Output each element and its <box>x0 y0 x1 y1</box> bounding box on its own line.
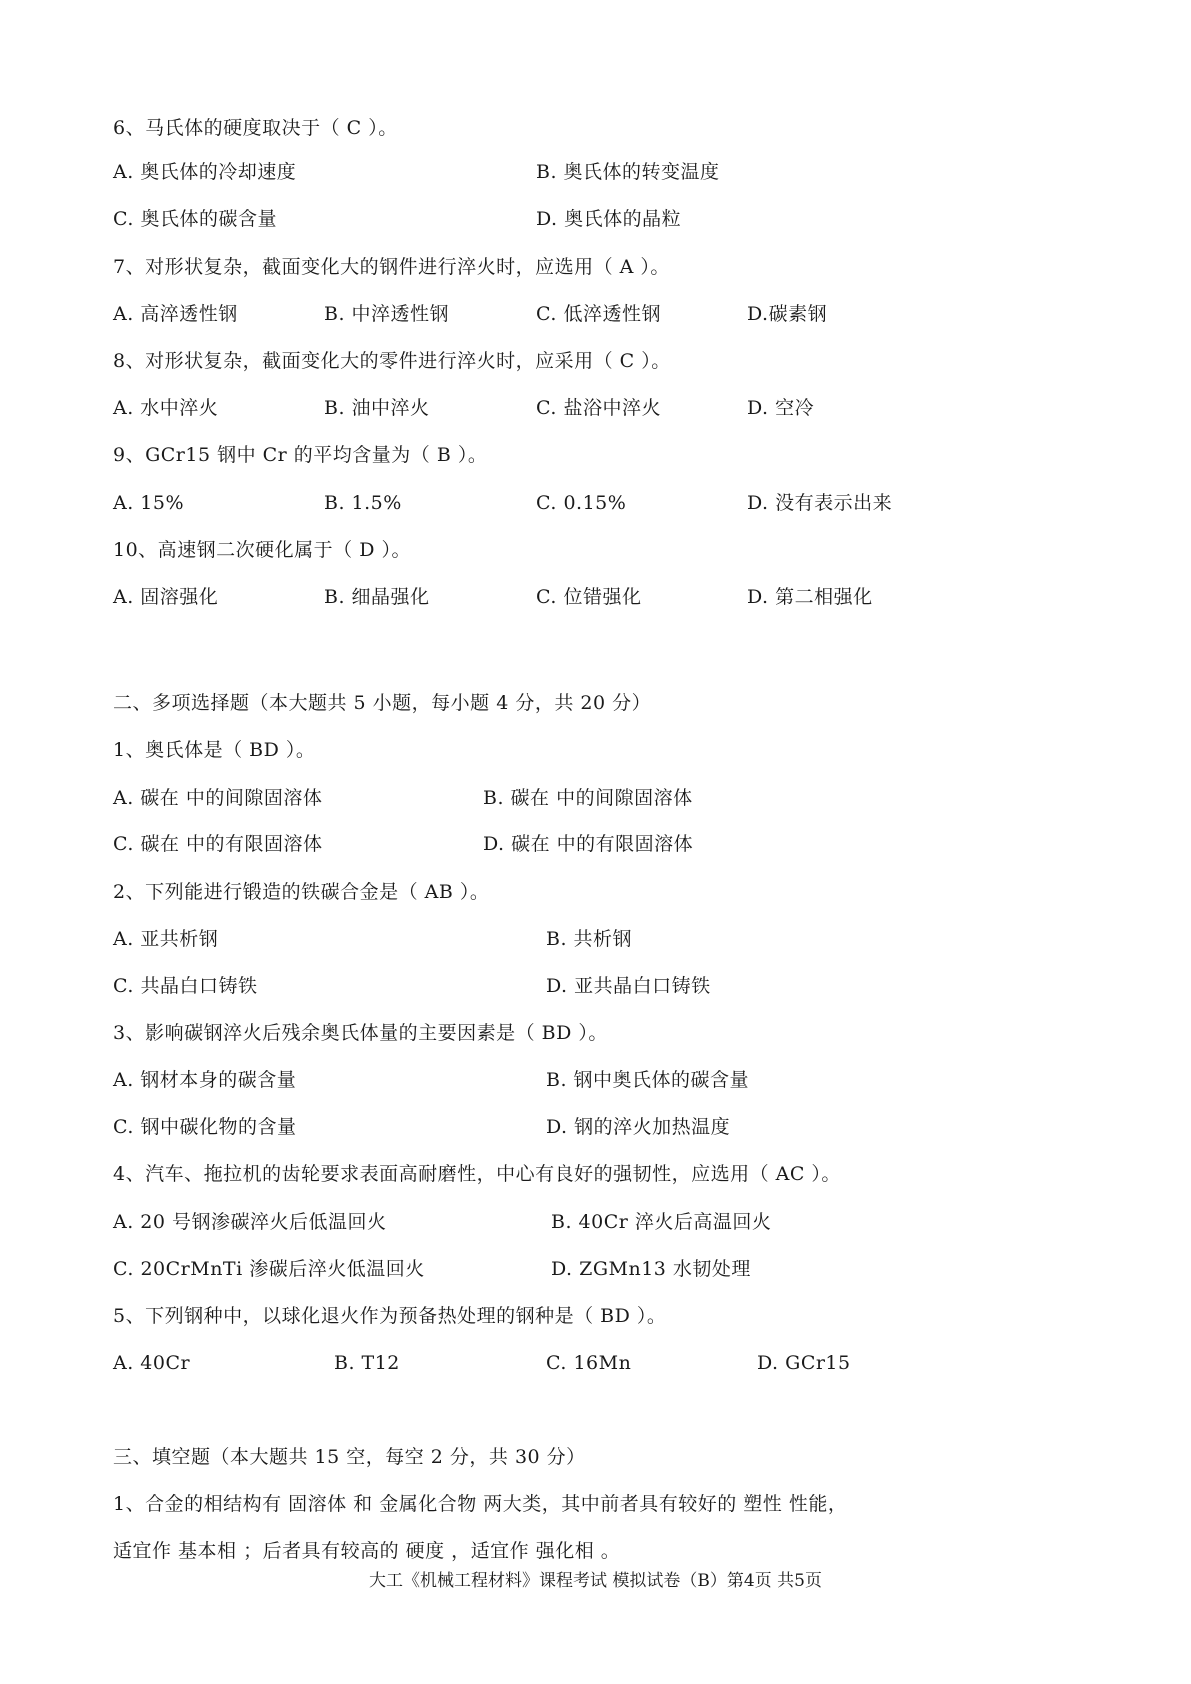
option-b: B. 40Cr 淬火后高温回火 <box>551 1211 772 1233</box>
multi-question-4-stem: 4、汽车、拖拉机的齿轮要求表面高耐磨性，中心有良好的强韧性，应选用（ AC ）。 <box>113 1163 841 1185</box>
option-a: A. 20 号钢渗碳淬火后低温回火 <box>113 1211 387 1233</box>
option-d: D. 没有表示出来 <box>747 492 893 514</box>
option-c: C. 16Mn <box>546 1352 632 1374</box>
option-a: A. 水中淬火 <box>113 397 219 419</box>
option-a: A. 钢材本身的碳含量 <box>113 1069 297 1091</box>
section-2-heading: 二、多项选择题（本大题共 5 小题，每小题 4 分，共 20 分） <box>113 692 652 714</box>
option-d: D. 碳在 中的有限固溶体 <box>483 833 694 855</box>
option-d: D. 奥氏体的晶粒 <box>536 208 682 230</box>
option-b: B. 奥氏体的转变温度 <box>536 161 720 183</box>
multi-question-5-stem: 5、下列钢种中，以球化退火作为预备热处理的钢种是（ BD ）。 <box>113 1305 667 1327</box>
page-footer: 大工《机械工程材料》课程考试 模拟试卷（B）第4页 共5页 <box>369 1571 822 1591</box>
option-a: A. 固溶强化 <box>113 586 219 608</box>
option-b: B. 细晶强化 <box>324 586 430 608</box>
option-c: C. 共晶白口铸铁 <box>113 975 258 997</box>
option-a: A. 高淬透性钢 <box>113 303 238 325</box>
option-a: A. 奥氏体的冷却速度 <box>113 161 297 183</box>
option-c: C. 盐浴中淬火 <box>536 397 661 419</box>
option-d: D. GCr15 <box>757 1352 851 1374</box>
option-b: B. 中淬透性钢 <box>324 303 450 325</box>
option-b: B. 碳在 中的间隙固溶体 <box>483 787 693 809</box>
question-7-stem: 7、对形状复杂，截面变化大的钢件进行淬火时，应选用（ A ）。 <box>113 256 670 278</box>
option-b: B. 共析钢 <box>546 928 633 950</box>
question-6-stem: 6、马氏体的硬度取决于（ C ）。 <box>113 117 398 139</box>
question-9-stem: 9、GCr15 钢中 Cr 的平均含量为（ B ）。 <box>113 444 488 466</box>
option-d: D. 钢的淬火加热温度 <box>546 1116 731 1138</box>
option-d: D. 亚共晶白口铸铁 <box>546 975 711 997</box>
option-d: D. ZGMn13 水韧处理 <box>551 1258 751 1280</box>
option-c: C. 低淬透性钢 <box>536 303 661 325</box>
option-d: D. 第二相强化 <box>747 586 873 608</box>
option-c: C. 碳在 中的有限固溶体 <box>113 833 323 855</box>
option-b: B. 油中淬火 <box>324 397 430 419</box>
option-b: B. 钢中奥氏体的碳含量 <box>546 1069 750 1091</box>
question-10-stem: 10、高速钢二次硬化属于（ D ）。 <box>113 539 411 561</box>
multi-question-2-stem: 2、下列能进行锻造的铁碳合金是（ AB ）。 <box>113 881 490 903</box>
option-b: B. T12 <box>334 1352 400 1374</box>
question-8-stem: 8、对形状复杂，截面变化大的零件进行淬火时，应采用（ C ）。 <box>113 350 671 372</box>
option-c: C. 奥氏体的碳含量 <box>113 208 277 230</box>
fill-question-1-line2: 适宜作 基本相 ；后者具有较高的 硬度 ，适宜作 强化相 。 <box>113 1540 621 1562</box>
option-c: C. 钢中碳化物的含量 <box>113 1116 297 1138</box>
section-3-heading: 三、填空题（本大题共 15 空，每空 2 分，共 30 分） <box>113 1446 586 1468</box>
fill-question-1-line1: 1、合金的相结构有 固溶体 和 金属化合物 两大类，其中前者具有较好的 塑性 性能， <box>113 1493 848 1515</box>
option-a: A. 40Cr <box>113 1352 191 1374</box>
option-b: B. 1.5% <box>324 492 402 514</box>
option-c: C. 0.15% <box>536 492 627 514</box>
option-c: C. 位错强化 <box>536 586 642 608</box>
option-d: D.碳素钢 <box>747 303 828 325</box>
option-c: C. 20CrMnTi 渗碳后淬火低温回火 <box>113 1258 425 1280</box>
multi-question-1-stem: 1、奥氏体是（ BD ）。 <box>113 739 316 761</box>
option-d: D. 空冷 <box>747 397 815 419</box>
option-a: A. 碳在 中的间隙固溶体 <box>113 787 323 809</box>
multi-question-3-stem: 3、影响碳钢淬火后残余奥氏体量的主要因素是（ BD ）。 <box>113 1022 608 1044</box>
option-a: A. 亚共析钢 <box>113 928 219 950</box>
option-a: A. 15% <box>113 492 185 514</box>
